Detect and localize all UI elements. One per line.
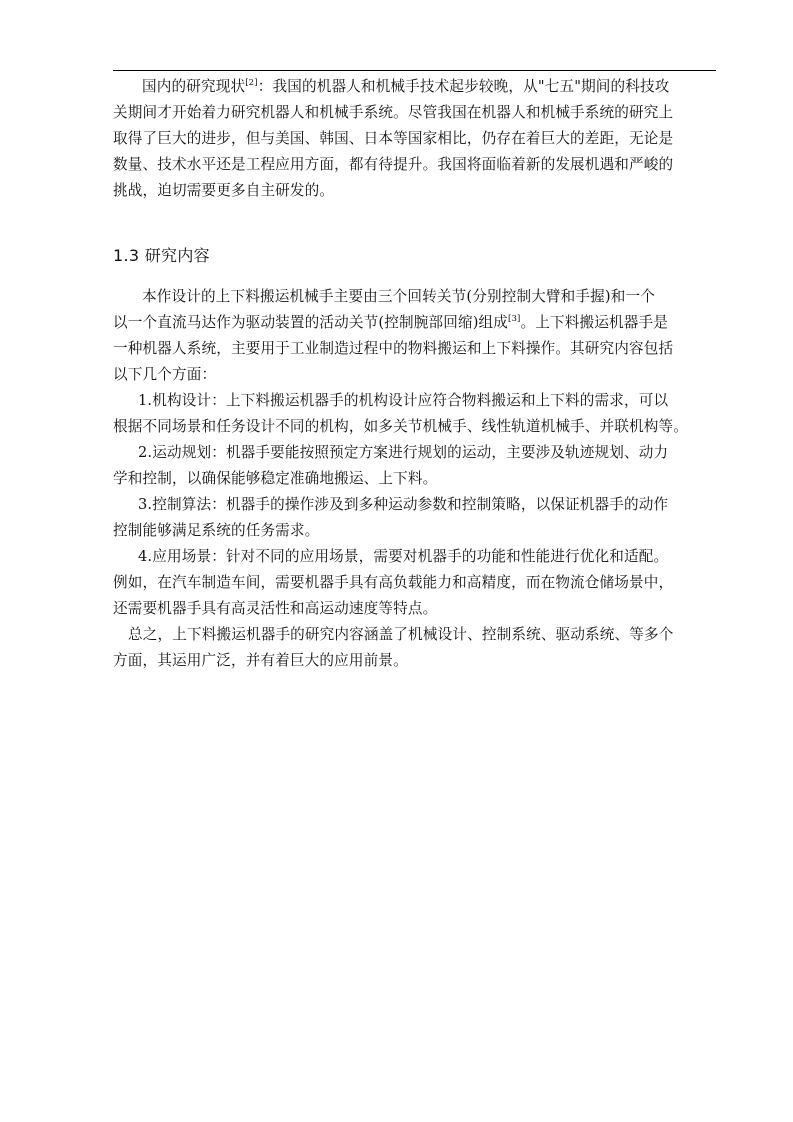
- item1-line-1: 1.机构设计：上下料搬运机器手的机构设计应符合物料搬运和上下料的需求，可以: [138, 392, 669, 409]
- citation-2: [2]: [245, 78, 258, 88]
- list-item-motion-planning: [113, 440, 716, 492]
- item3-line-1: 3.控制算法：机器手的操作涉及到多种运动参数和控制策略，以保证机器手的动作: [138, 496, 669, 513]
- p1-line-2: [113, 310, 716, 336]
- section-heading: 1.3 研究内容: [113, 246, 210, 265]
- p1-line-3: 一种机器人系统，主要用于工业制造过程中的物料搬运和上下料操作。其研究内容包括: [113, 340, 674, 357]
- list-item-control-algorithm: [113, 492, 716, 544]
- document-body: [113, 70, 716, 674]
- item2-line-2: 学和控制，以确保能够稳定准确地搬运、上下料。: [113, 470, 438, 487]
- item4-line-2: 例如，在汽车制造车间，需要机器手具有高负载能力和高精度，而在物流仓储场景中，: [113, 574, 674, 591]
- intro-paragraph: [113, 74, 716, 204]
- p1-line-4: 以下几个方面：: [113, 366, 217, 383]
- intro-line-1-text: 国内的研究现状: [142, 78, 246, 95]
- p1-line-1: 本作设计的上下料搬运机械手主要由三个回转关节(分别控制大臂和手握)和一个: [142, 288, 655, 305]
- p1-line-2-text: 以一个直流马达作为驱动装置的活动关节(控制腕部回缩)组成: [113, 314, 509, 331]
- summary-paragraph: [113, 622, 716, 674]
- list-item-mechanism-design: [113, 388, 716, 440]
- item2-line-1: 2.运动规划：机器手要能按照预定方案进行规划的运动，主要涉及轨迹规划、动力: [138, 444, 669, 461]
- content-paragraph: [113, 284, 716, 388]
- intro-line-1-rest: ：我国的机器人和机械手技术起步较晚，从"七五"期间的科技攻: [257, 78, 670, 95]
- item1-line-2: 根据不同场景和任务设计不同的机构，如多关节机械手、线性轨道机械手、并联机构等。: [113, 418, 689, 435]
- p1-line-2-rest: 。上下料搬运机器手是: [520, 314, 668, 331]
- summary-line-1: 总之，上下料搬运机器手的研究内容涵盖了机械设计、控制系统、驱动系统、等多个: [128, 626, 674, 643]
- summary-line-2: 方面，其运用广泛，并有着巨大的应用前景。: [113, 652, 408, 669]
- intro-line-3: 取得了巨大的进步，但与美国、韩国、日本等国家相比，仍存在着巨大的差距，无论是: [113, 130, 674, 147]
- item4-line-1: 4.应用场景：针对不同的应用场景，需要对机器手的功能和性能进行优化和适配。: [138, 548, 669, 565]
- item4-line-3: 还需要机器手具有高灵活性和高运动速度等特点。: [113, 600, 438, 617]
- intro-line-2: 关期间才开始着力研究机器人和机械手系统。尽管我国在机器人和机械手系统的研究上: [113, 104, 674, 121]
- item3-line-2: 控制能够满足系统的任务需求。: [113, 522, 320, 539]
- citation-3: [3]: [508, 314, 521, 324]
- intro-line-5: 挑战，迫切需要更多自主研发的。: [113, 182, 335, 199]
- intro-line-1: [113, 74, 716, 100]
- intro-line-4: 数量、技术水平还是工程应用方面，都有待提升。我国将面临着新的发展机遇和严峻的: [113, 156, 674, 173]
- list-item-application-scenarios: [113, 544, 716, 622]
